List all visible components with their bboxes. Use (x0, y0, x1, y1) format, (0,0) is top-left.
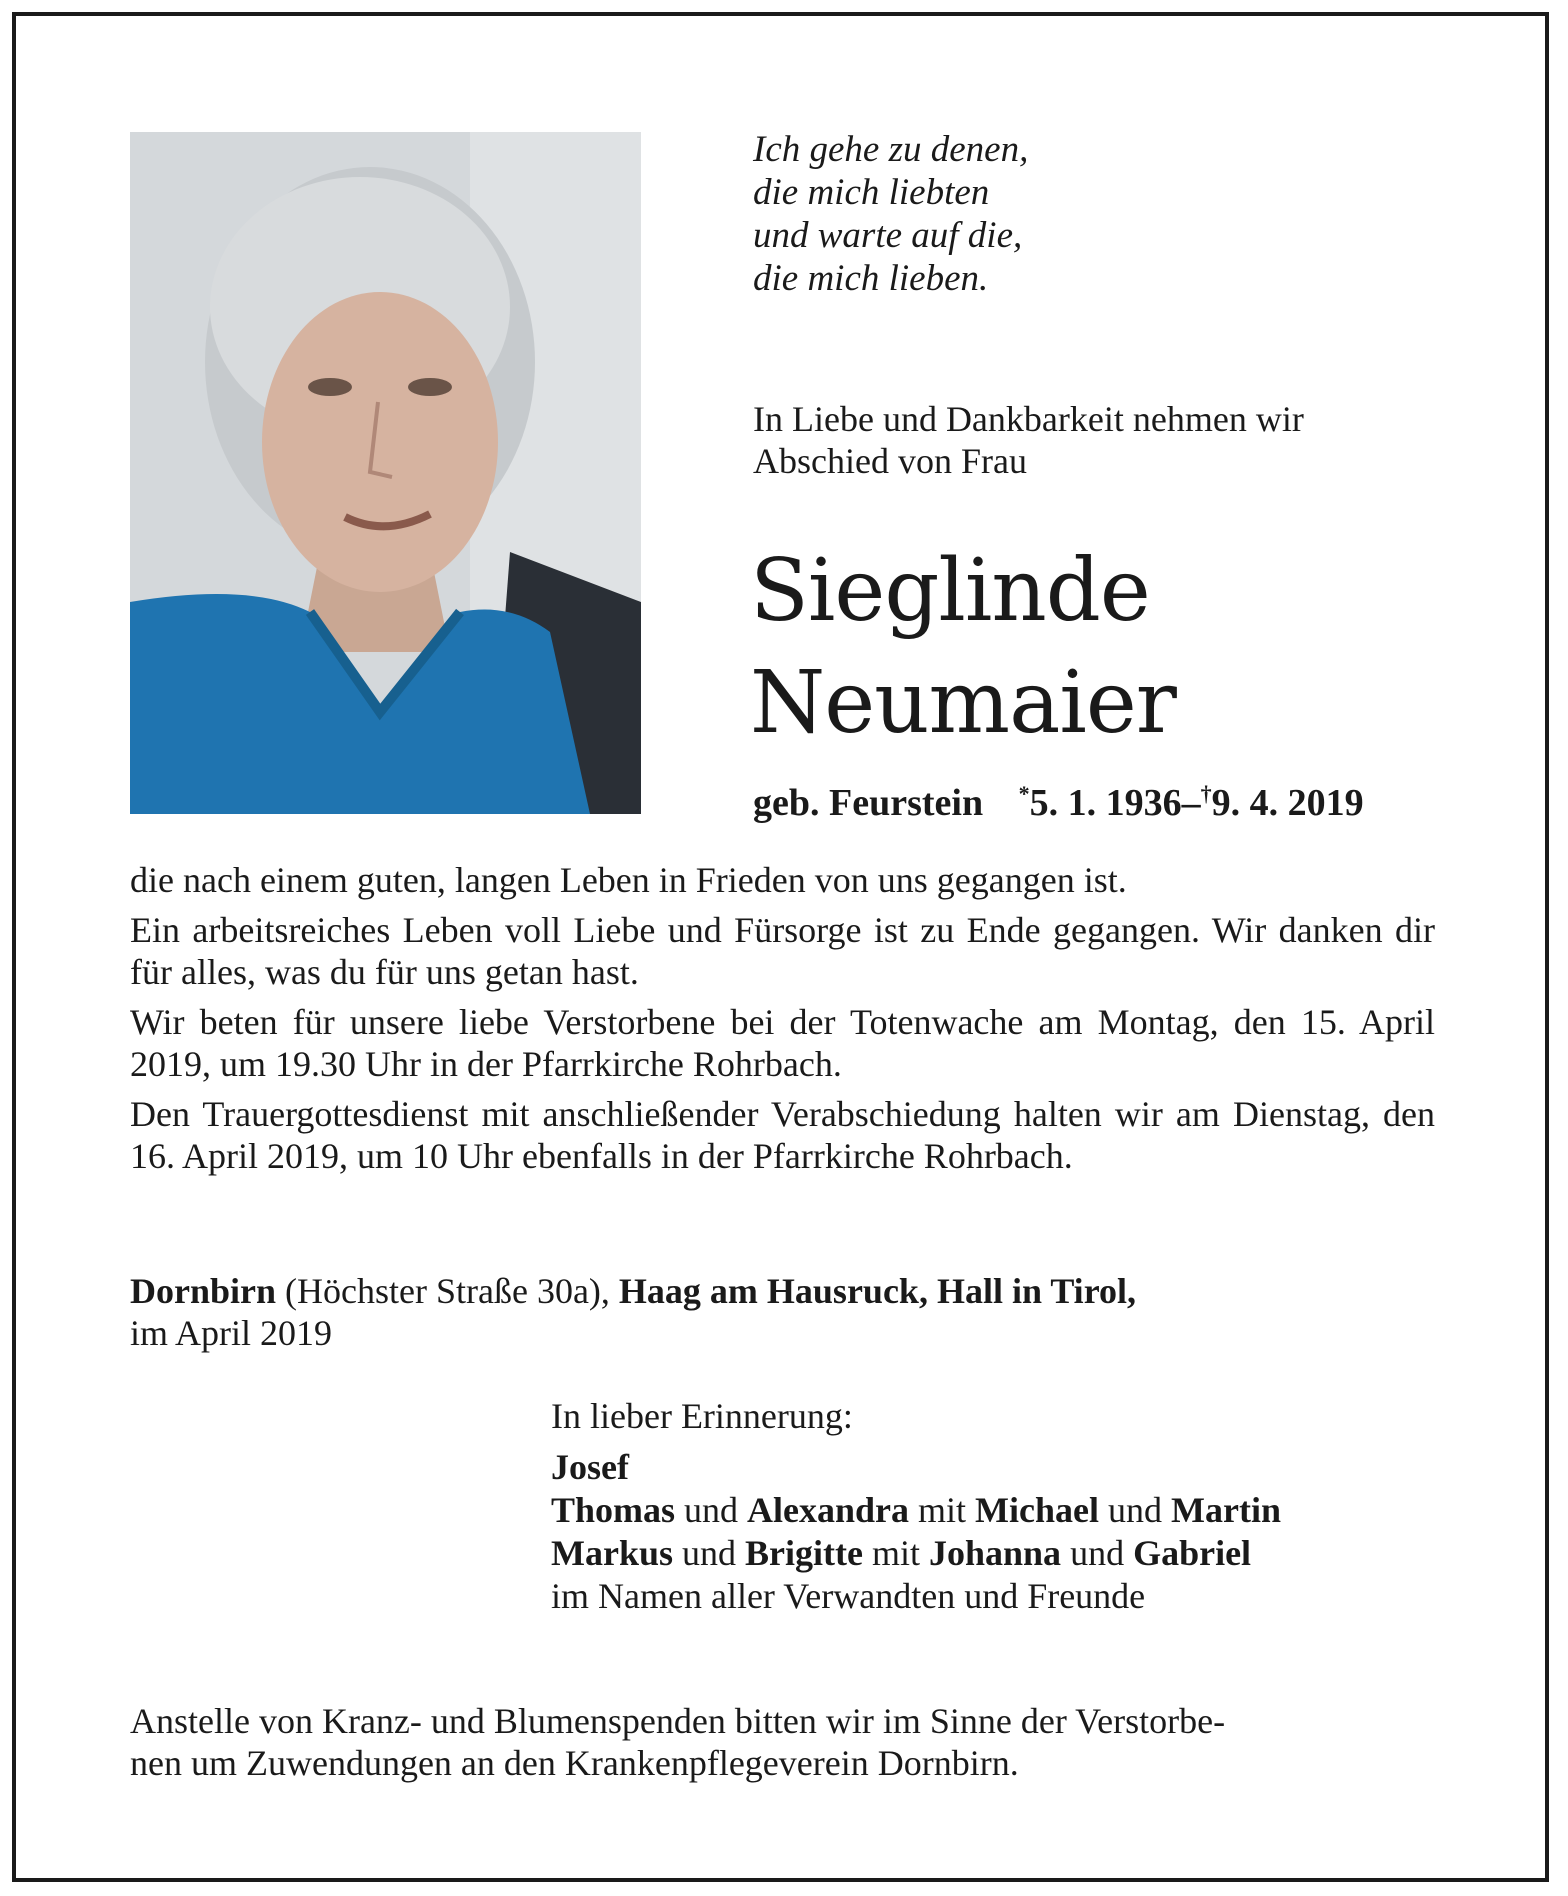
place-city: Dornbirn (130, 1271, 277, 1311)
family-name: Gabriel (1133, 1533, 1252, 1573)
notice-body (130, 859, 1435, 1185)
first-name: Sieglinde (750, 541, 1150, 641)
body-paragraph: die nach einem guten, langen Leben in Frieden von uns gegangen ist. (130, 860, 1127, 900)
portrait-illustration (130, 132, 641, 814)
body-paragraph: Ein arbeitsreiches Leben voll Liebe und Fürsorge ist zu Ende gegangen. Wir danken dir für alles, was du für uns getan hast. (130, 910, 1435, 992)
donation-note (130, 1700, 1435, 1784)
died-symbol: † (1200, 781, 1212, 806)
deceased-name (750, 535, 1176, 759)
last-name: Neumaier (750, 653, 1176, 753)
family-name: Martin (1171, 1490, 1281, 1530)
place-address: (Höchster Straße 30a), (285, 1271, 610, 1311)
poem-line: und warte auf die, (753, 215, 1023, 256)
place-date: im April 2019 (130, 1313, 333, 1353)
intro-line: Abschied von Frau (753, 441, 1027, 481)
connector-word: mit (918, 1490, 967, 1530)
place-and-date (130, 1270, 1435, 1354)
family-name: Markus (551, 1533, 674, 1573)
date-dash: – (1181, 782, 1201, 824)
place-others: Haag am Hausruck, Hall in Tirol, (618, 1271, 1137, 1311)
family-name: Johanna (928, 1533, 1062, 1573)
memorial-signature (551, 1395, 1451, 1618)
body-paragraph: Den Trauergottesdienst mit anschließender Verabschiedung halten wir am Dienstag, den 16. April 2019, um 10 Uhr ebenfalls in der Pfarrkirche Rohrbach. (130, 1094, 1435, 1176)
intro-line: In Liebe und Dankbarkeit nehmen wir (753, 399, 1304, 439)
born-symbol: * (1018, 781, 1030, 806)
intro-text (753, 398, 1453, 482)
connector-word: und (1108, 1490, 1163, 1530)
poem-line: die mich liebten (753, 172, 990, 213)
birth-name: geb. Feurstein (753, 782, 984, 824)
family-name: Thomas (551, 1490, 676, 1530)
poem (753, 128, 1028, 300)
memory-closing: im Namen aller Verwandten und Freunde (551, 1576, 1146, 1616)
memory-line-1 (551, 1446, 1451, 1489)
life-dates (753, 772, 1453, 825)
birth-date: 5. 1. 1936 (1029, 782, 1182, 824)
poem-line: Ich gehe zu denen, (753, 129, 1029, 170)
family-name: Brigitte (745, 1533, 863, 1573)
family-name: Michael (975, 1490, 1100, 1530)
memory-line-3 (551, 1532, 1451, 1575)
connector-word: und (684, 1490, 739, 1530)
poem-line: die mich lieben. (753, 258, 989, 299)
death-date: 9. 4. 2019 (1211, 782, 1364, 824)
family-name: Josef (551, 1447, 629, 1487)
body-paragraph: Wir beten für unsere liebe Verstorbene bei der Totenwache am Montag, den 15. April 2019, um 19.30 Uhr in der Pfarrkirche Rohrbach. (130, 1002, 1435, 1084)
memory-line-2 (551, 1489, 1451, 1532)
connector-word: und (682, 1533, 737, 1573)
family-name: Alexandra (747, 1490, 910, 1530)
memory-label: In lieber Erinnerung: (551, 1396, 853, 1436)
connector-word: und (1070, 1533, 1125, 1573)
donation-line: nen um Zuwendungen an den Krankenpflegeverein Dornbirn. (130, 1743, 1019, 1783)
portrait-photo (130, 132, 641, 814)
donation-line: Anstelle von Kranz- und Blumenspenden bitten wir im Sinne der Verstorbe- (130, 1701, 1226, 1741)
connector-word: mit (871, 1533, 920, 1573)
